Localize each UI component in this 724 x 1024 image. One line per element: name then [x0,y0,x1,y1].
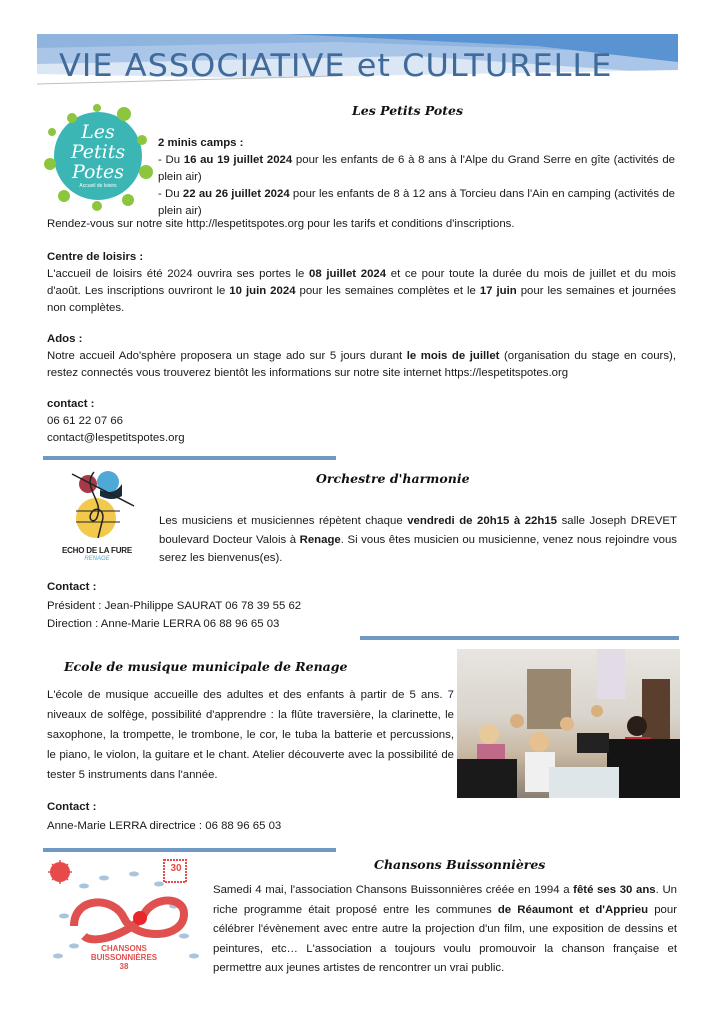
ados-heading: Ados : [47,333,83,345]
petits-potes-contact [47,396,347,447]
section-divider [43,848,336,852]
orchestre-president: Président : Jean-Philippe SAURAT 06 78 39 55 62 [47,599,302,612]
echo-de-la-fure-logo [52,466,142,561]
orchestre-direction: Direction : Anne-Marie LERRA 06 88 96 65 03 [47,618,280,630]
contact-heading: contact : [47,398,95,410]
logo-town: RENAGE [84,556,110,562]
section-title-petits-potes: Les Petits Potes [352,103,463,118]
les-petits-potes-logo [42,100,154,212]
ecole-contact [47,798,447,836]
chansons-buissonnieres-logo [44,856,214,976]
section-title-orchestre: Orchestre d'harmonie [316,471,470,486]
logo-text-les: Les [81,121,115,143]
ecole-contact-line: Anne-Marie LERRA directrice : 06 88 96 65 03 [47,820,282,832]
orchestre-text: Les musiciens et musiciennes répètent chaque vendredi de 20h15 à 22h15 salle Joseph DREVET boulevard Docteur Valois à Renage. Si vous êtes musicien ou musicienne, venez nous rejoindre vous serez les bienvenus(es). [159,515,678,564]
centre-loisirs-block [47,249,676,317]
chansons-text: Samedi 4 mai, l'association Chansons Buissonnières créée en 1994 a fêté ses 30 ans. Un riche programme était proposé entre les communes de Réaumont et d'Apprieu pour célébrer l'évènement avec entre autre la projection d'un film, une exposition de dessins et peintures, etc… L'association a toujours voulu promouvoir la chanson française et permettre aux jeunes artistes de rencontrer un vrai public. [213,884,677,974]
petits-potes-website-note: Rendez-vous sur notre site http://lespetitspotes.org pour les tarifs et conditions d'inscriptions. [47,218,515,230]
camp-2: - Du 22 au 26 juillet 2024 pour les enfants de 8 à 12 ans à Torcieu dans l'Ain en camping (activités de plein air) [158,188,675,217]
logo-line-chansons: CHANSONS [101,944,147,953]
orchestre-contact [47,578,447,634]
section-divider [43,456,336,460]
orchestre-contact-heading: Contact : [47,581,97,593]
camp-1: - Du 16 au 19 juillet 2024 pour les enfants de 6 à 8 ans à l'Alpe du Grand Serre en gîte (activités de plein air) [158,154,675,183]
logo-text-potes: Potes [71,161,125,183]
centre-heading: Centre de loisirs : [47,251,144,263]
page-title: VIE ASSOCIATIVE et CULTURELLE [59,48,613,84]
logo-subtitle: Accueil de loisirs [79,183,117,189]
logo-line-38: 38 [119,962,129,971]
section-title-ecole: Ecole de musique municipale de Renage [64,659,348,674]
section-divider [360,636,679,640]
contact-email[interactable]: contact@lespetitspotes.org [47,432,185,444]
music-school-photo [457,649,680,798]
ados-text: Notre accueil Ado'sphère proposera un stage ado sur 5 jours durant le mois de juillet (organisation du stage en cours), restez connectés vous trouverez bientôt les informations sur notre site internet https://lespetitspotes.org [47,350,676,379]
camps-heading: 2 minis camps : [158,137,244,149]
stamp-number: 30 [170,863,182,874]
contact-phone: 06 61 22 07 66 [47,415,124,427]
logo-line-buissonnieres: BUISSONNIÈRES [90,953,158,962]
ecole-text: L'école de musique accueille des adultes et des enfants à partir de 5 ans. 7 niveaux de solfège, possibilité d'apprendre : la flûte traversière, la clarinette, le saxophone, la trompette, le trombone, le cor, le tuba la batterie et percussions, le piano, le violon, la guitare et le chant. Atelier découverte avec la possibilité de tester 5 instruments dans l'année. [47,689,454,781]
logo-text-petits: Petits [70,141,126,163]
logo-name: ECHO DE LA FURE [61,546,133,555]
header-banner [37,34,678,86]
centre-text: L'accueil de loisirs été 2024 ouvrira ses portes le 08 juillet 2024 et ce pour toute la durée du mois de juillet et du mois d'août. Les inscriptions ouvriront le 10 juin 2024 pour les semaines complètes et le 17 juin pour les semaines et journées non complètes. [47,268,676,314]
camps-block [158,135,675,220]
ecole-contact-heading: Contact : [47,801,97,813]
ados-block [47,331,676,382]
section-title-chansons: Chansons Buissonnières [374,857,546,872]
